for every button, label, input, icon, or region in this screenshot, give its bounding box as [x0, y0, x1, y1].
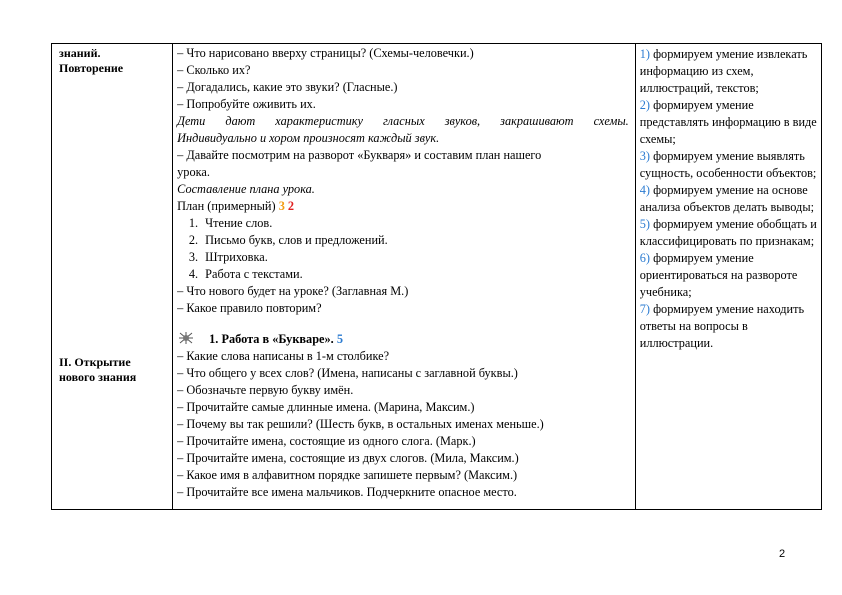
- task-title: 1. Работа в «Букваре».: [209, 332, 334, 346]
- stage-discovery-title: [59, 355, 136, 385]
- skills-column: [635, 44, 821, 510]
- skill-text: формируем умение ориентироваться на развороте учебника;: [639, 251, 798, 299]
- question-line: – Что общего у всех слов? (Имена, написаны с заглавной буквы.): [177, 366, 518, 380]
- content-line: – Что нарисовано вверху страницы? (Схемы-человечки.): [177, 46, 474, 60]
- content-line: – Попробуйте оживить их.: [177, 97, 316, 111]
- italic-note: Составление плана урока.: [177, 182, 315, 196]
- skill-number: 1): [639, 47, 650, 61]
- skill-text: формируем умение обобщать и классифицировать по признакам;: [639, 217, 817, 248]
- question-line: – Почему вы так решили? (Шесть букв, в остальных именах меньше.): [177, 417, 544, 431]
- task-number: 5: [336, 332, 343, 346]
- skill-number: 7): [639, 302, 650, 316]
- page-number: 2: [779, 548, 786, 560]
- skill-number: 5): [639, 217, 650, 231]
- content-line: – Что нового будет на уроке? (Заглавная М.): [177, 284, 409, 298]
- content-line: – Давайте посмотрим на разворот «Букваря» и составим план нашего: [177, 148, 542, 162]
- italic-note: Индивидуально и хором произносят каждый звук.: [177, 131, 440, 145]
- stage-discovery-line-2: нового знания: [59, 370, 137, 384]
- skill-text: формируем умение извлекать информацию из схем, иллюстраций, текстов;: [639, 47, 808, 95]
- question-line: – Обозначьте первую букву имён.: [177, 383, 354, 397]
- question-line: – Прочитайте все имена мальчиков. Подчеркните опасное место.: [177, 485, 517, 499]
- content-column: [173, 44, 636, 510]
- skill-item: [640, 216, 817, 250]
- question-line: – Прочитайте самые длинные имена. (Марина, Максим.): [177, 400, 475, 414]
- plan-label: План (примерный): [177, 199, 276, 213]
- stage-review-title: [59, 46, 123, 76]
- content-line: – Какое правило повторим?: [177, 301, 322, 315]
- italic-note: Дети дают характеристику гласных звуков, закрашивают схемы.: [177, 114, 629, 128]
- skill-number: 3): [639, 149, 650, 163]
- task-heading: [177, 331, 635, 348]
- skill-item: [640, 301, 817, 352]
- skill-number: 2): [639, 98, 650, 112]
- plan-item: 2. Письмо букв, слов и предложений.: [201, 232, 635, 249]
- burst-icon: [177, 331, 195, 345]
- skill-item: [640, 182, 817, 216]
- content-line: – Догадались, какие это звуки? (Гласные.): [177, 80, 398, 94]
- plan-number-red: 2: [287, 199, 295, 213]
- skill-text: формируем умение находить ответы на вопросы в иллюстрации.: [639, 302, 805, 350]
- skill-item: [640, 148, 817, 182]
- plan-list: [177, 215, 635, 283]
- content-line: урока.: [177, 165, 210, 179]
- stage-column: [52, 44, 173, 510]
- skill-number: 4): [639, 183, 650, 197]
- plan-number-orange: 3: [278, 199, 285, 213]
- skill-text: формируем умение выявлять сущность, особенности объектов;: [639, 149, 817, 180]
- stage-review-line-1: знаний.: [59, 46, 101, 60]
- skill-number: 6): [639, 251, 650, 265]
- question-line: – Прочитайте имена, состоящие из двух слогов. (Мила, Максим.): [177, 451, 519, 465]
- skill-item: [640, 97, 817, 148]
- plan-item: 3. Штриховка.: [201, 249, 635, 266]
- skill-text: формируем умение представлять информацию в виде схемы;: [639, 98, 817, 146]
- skill-item: [640, 46, 817, 97]
- content-line: – Сколько их?: [177, 63, 251, 77]
- question-line: – Какое имя в алфавитном порядке запишете первым? (Максим.): [177, 468, 518, 482]
- skill-item: [640, 250, 817, 301]
- plan-heading: [177, 198, 635, 215]
- question-line: – Какие слова написаны в 1-м столбике?: [177, 349, 390, 363]
- lesson-table: [51, 43, 822, 510]
- skill-text: формируем умение на основе анализа объектов делать выводы;: [639, 183, 814, 214]
- plan-item: 1. Чтение слов.: [201, 215, 635, 232]
- question-line: – Прочитайте имена, состоящие из одного слога. (Марк.): [177, 434, 476, 448]
- stage-review-line-2: Повторение: [59, 61, 124, 75]
- stage-discovery-line-1: II. Открытие: [59, 355, 131, 369]
- plan-item: 4. Работа с текстами.: [201, 266, 635, 283]
